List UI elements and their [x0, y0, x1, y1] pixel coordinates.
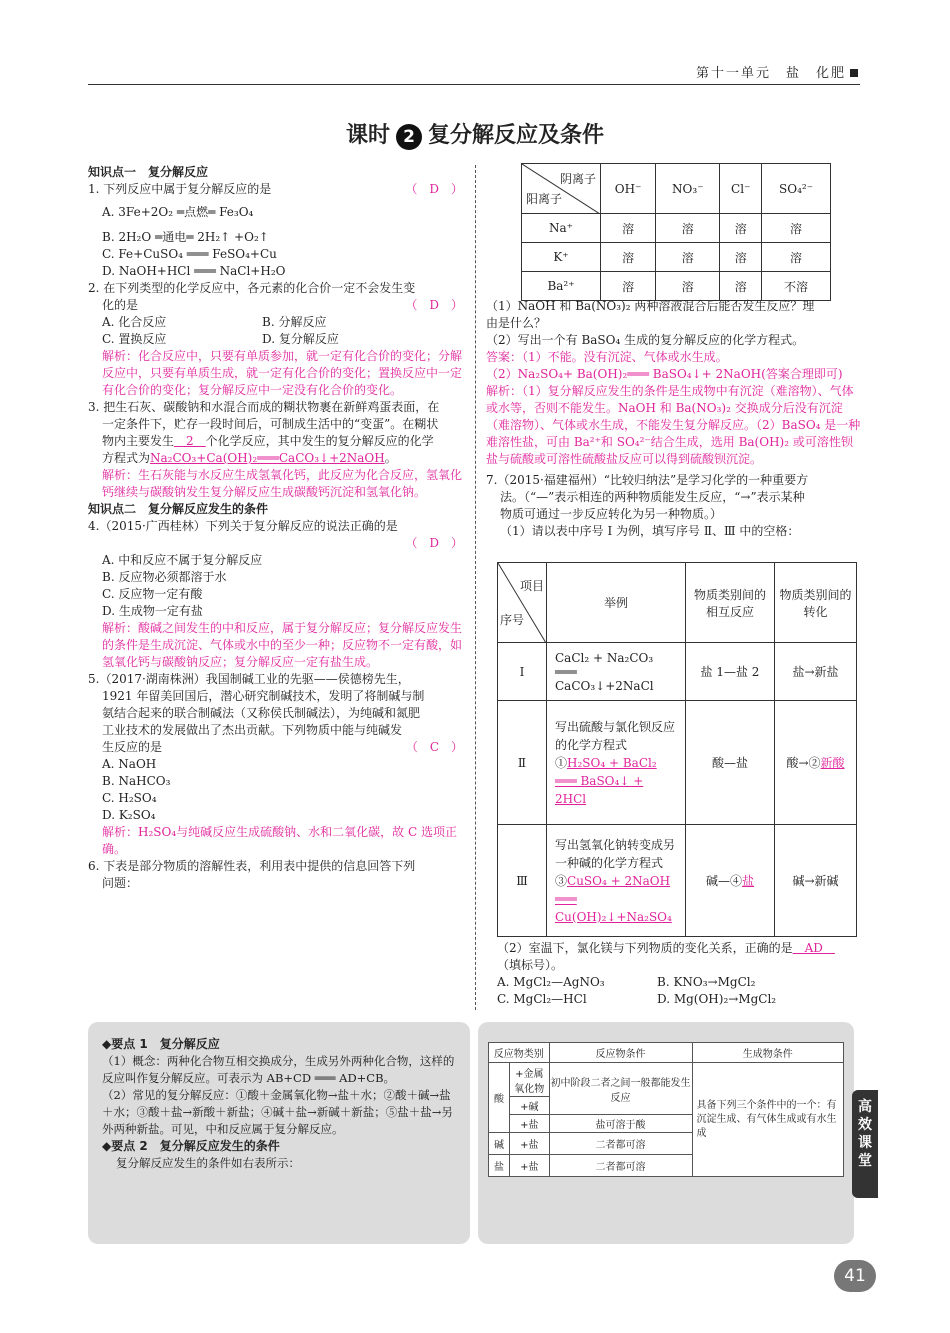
- q5-option-a: A. NaOH: [102, 757, 157, 771]
- q4-stem: 4.（2015·广西桂林）下列关于复分解反应的说法正确的是: [88, 519, 398, 533]
- q3-line4: 方程式为Na₂CO₃+Ca(OH)₂═══CaCO₃↓+2NaOH。: [102, 451, 397, 465]
- q4-option-c: C. 反应物一定有酸: [102, 587, 203, 601]
- q7-part2-2: （填标号）。: [497, 958, 564, 972]
- solubility-table: [521, 163, 831, 301]
- q4-answer: （ D ）: [405, 536, 463, 550]
- key-point-1-concept: （1）概念：两种化合物互相交换成分，生成另外两种化合物，这样的反应叫作复分解反应。可表示为 AB+CD ═══ AD+CB。: [102, 1054, 455, 1085]
- q6-explanation: 解析：（1）复分解反应发生的条件是生成物中有沉淀（难溶物）、气体或水等，否则不能发生。NaOH 和 Ba(NO₃)₂ 交换成分后没有沉淀（难溶物）、气体或水生成，不能发生复分解反应。（2）BaSO₄ 是一种难溶性盐，可由 Ba²⁺和 SO₄²⁻结合生成，选用 Ba(OH)₂ 或可溶性钡盐与硫酸或可溶性硫酸盐反应可以得到硫酸钡沉淀。: [486, 384, 861, 466]
- q1-option-b: B. 2H₂O ═通电═ 2H₂↑ +O₂↑: [102, 230, 269, 244]
- q6-line2: 问题：: [102, 876, 139, 890]
- page-number: 41: [834, 1260, 876, 1292]
- table-row: Na⁺ 溶 溶 溶 溶: [522, 214, 831, 243]
- q6-line1: 6. 下表是部分物质的溶解性表，利用表中提供的信息回答下列: [88, 859, 416, 873]
- q2-options-cd: C. 置换反应 D. 复分解反应: [102, 332, 339, 346]
- q1-option-c: C. Fe+CuSO₄ ═══ FeSO₄+Cu: [102, 247, 277, 261]
- right-column-upper: [486, 298, 861, 540]
- diagonal-line: [498, 563, 546, 643]
- key-point-1-title: ◆要点 1 复分解反应: [102, 1037, 220, 1051]
- table-row: Ⅰ CaCl₂ + Na₂CO₃ ═══ CaCO₃↓+2NaCl 盐 1—盐 2 盐→新盐: [498, 643, 857, 701]
- section-heading-1: 知识点一 复分解反应: [88, 165, 209, 179]
- key-point-2-text: 复分解反应发生的条件如右表所示：: [116, 1156, 300, 1170]
- key-points-box: [88, 1022, 470, 1244]
- anion-header: NO₃⁻: [656, 164, 720, 214]
- q2-stem-2: 化的是 （ D ）: [102, 298, 463, 312]
- anion-header: SO₄²⁻: [762, 164, 831, 214]
- q7-part2: （2）室温下，氯化镁与下列物质的变化关系，正确的是 AD: [497, 941, 835, 955]
- anion-header: Cl⁻: [720, 164, 762, 214]
- q5-line5: 生反应的是 （ C ）: [102, 740, 463, 754]
- q5-line2: 1921 年留美回国后，潜心研究制碱技术，发明了将制碱与制: [102, 689, 425, 703]
- column-divider: [475, 165, 476, 1010]
- q1-option-d: D. NaOH+HCl ═══ NaCl+H₂O: [102, 264, 286, 278]
- header-rule: [88, 84, 860, 85]
- key-point-1-common: （2）常见的复分解反应：①酸＋金属氧化物→盐＋水；②酸＋碱→盐＋水；③酸＋盐→新酸＋新盐；④碱＋盐→新碱＋新盐；⑤盐＋盐→另外两种新盐。可见，中和反应属于复分解反应。: [102, 1088, 453, 1136]
- q5-line3: 氨结合起来的联合制碱法（又称侯氏制碱法），为纯碱和氮肥: [102, 706, 421, 720]
- table-corner: 项目 序号: [498, 563, 547, 643]
- section-heading-2: 知识点二 复分解反应发生的条件: [88, 502, 269, 516]
- q4-explanation: 解析：酸碱之间发生的中和反应，属于复分解反应；复分解反应发生的条件是生成沉淀、气体或水中的至少一种；反应物不一定有酸，如氢氧化钙与碳酸钠反应；复分解反应一定有盐生成。: [102, 621, 463, 669]
- q6-part1: （1）NaOH 和 Ba(NO₃)₂ 两种溶液混合后能否发生反应？理: [486, 299, 815, 313]
- q4-option-b: B. 反应物必须都溶于水: [102, 570, 227, 584]
- page-title: 课时 2 复分解反应及条件: [345, 123, 605, 148]
- q7-part1: （1）请以表中序号 Ⅰ 为例，填写序号 Ⅱ、Ⅲ 中的空格：: [500, 524, 800, 538]
- q5-line1: 5.（2017·湖南株洲）我国制碱工业的先驱——侯德榜先生，: [88, 672, 410, 686]
- q6-part2: （2）写出一个有 BaSO₄ 生成的复分解反应的化学方程式。: [486, 333, 805, 347]
- square-icon: [850, 69, 858, 77]
- q2-options-ab: A. 化合反应 B. 分解反应: [102, 315, 327, 329]
- q5-option-d: D. K₂SO₄: [102, 808, 156, 822]
- q3-line2: 一定条件下，贮存一段时间后，可制成生活中的“变蛋”。在糊状: [102, 417, 439, 431]
- q7-options-ab: A. MgCl₂—AgNO₃ B. KNO₃→MgCl₂: [497, 975, 756, 989]
- q6-answer-1: 答案：（1）不能。没有沉淀、气体或水生成。: [486, 350, 728, 364]
- q4-option-a: A. 中和反应不属于复分解反应: [102, 553, 263, 567]
- running-header: 第十一单元 盐 化肥: [696, 62, 858, 81]
- q5-line4: 工业技术的发展做出了杰出贡献。下列物质中能与纯碱发: [102, 723, 403, 737]
- q2-stem: 2. 在下列类型的化学反应中，各元素的化合价一定不会发生变: [88, 281, 416, 295]
- q5-option-b: B. NaHCO₃: [102, 774, 171, 788]
- q1-stem: 1. 下列反应中属于复分解反应的是 （ D ）: [88, 182, 463, 196]
- q3-line3: 物内主要发生 2 个化学反应，其中发生的复分解反应的化学: [102, 434, 434, 448]
- conditions-table: 反应物类别 反应物条件 生成物条件 酸 +金属氧化物 初中阶段二者之间一般都能发生反应 具备下列三个条件中的一个：有沉淀生成、有气体生成或有水生成 +碱 +盐 盐可溶于酸 碱 +盐 二者都可溶 盐 +盐 二者都可溶: [488, 1042, 844, 1177]
- table-row: Ba²⁺ 溶 溶 溶 不溶: [522, 272, 831, 301]
- table-row: K⁺ 溶 溶 溶 溶: [522, 243, 831, 272]
- q4-option-d: D. 生成物一定有盐: [102, 604, 203, 618]
- q7-line2: 法。（“—”表示相连的两种物质能发生反应，“→”表示某种: [500, 490, 805, 504]
- q6-answer-2: （2）Na₂SO₄+ Ba(OH)₂═══ BaSO₄↓+ 2NaOH(答案合理即可): [486, 367, 843, 381]
- table-row: Ⅲ 写出氢氧化钠转变成另一种碱的化学方程式③CuSO₄ + 2NaOH ═══ Cu(OH)₂↓+Na₂SO₄ 碱—④盐 碱→新碱: [498, 825, 857, 937]
- q3-explanation: 解析：生石灰能与水反应生成氢氧化钙，此反应为化合反应，氢氧化钙继续与碳酸钠发生复分解反应生成碳酸钙沉淀和氢氧化钠。: [102, 468, 463, 499]
- q7-line3: 物质可通过一步反应转化为另一种物质。）: [500, 507, 723, 521]
- left-column: [88, 164, 463, 892]
- q3-line1: 3. 把生石灰、碳酸钠和水混合而成的糊状物裹在新鲜鸡蛋表面，在: [88, 400, 440, 414]
- q7-line1: 7.（2015·福建福州）“比较归纳法”是学习化学的一种重要方: [486, 473, 809, 487]
- comparison-table: 项目 序号 举例 物质类别间的相互反应 物质类别间的转化 Ⅰ CaCl₂ + Na₂CO₃ ═══ CaCO₃↓+2NaCl 盐 1—盐 2 盐→新盐 Ⅱ 写出硫酸与氯化钡反应的化学方程式①H₂SO₄ + BaCl₂ ═══ BaSO₄↓ + 2HCl 酸—盐 酸→②新酸 Ⅲ 写出氢氧化钠转变成另一种碱的化学方程式③CuSO₄ + 2NaOH ═══ Cu(OH)₂↓+Na₂SO₄ 碱—④盐 碱→新碱: [497, 562, 857, 937]
- q5-option-c: C. H₂SO₄: [102, 791, 157, 805]
- q7-options-cd: C. MgCl₂—HCl D. Mg(OH)₂→MgCl₂: [497, 992, 777, 1006]
- q2-explanation: 解析：化合反应中，只要有单质参加，就一定有化合价的变化；分解反应中，只要有单质生成，就一定有化合价的变化；置换反应中一定有化合价的变化；复分解反应中一定没有化合价的变化。: [102, 349, 463, 397]
- q5-explanation: 解析：H₂SO₄与纯碱反应生成硫酸钠、水和二氧化碳，故 C 选项正确。: [102, 825, 457, 856]
- anion-header: OH⁻: [601, 164, 656, 214]
- side-tab: 高效课堂: [852, 1090, 878, 1198]
- right-column-lower: [497, 940, 862, 1008]
- conditions-box: [478, 1022, 854, 1244]
- table-corner: 阴离子 阳离子: [522, 164, 601, 214]
- key-point-2-title: ◆要点 2 复分解反应发生的条件: [102, 1139, 280, 1153]
- q1-option-a: A. 3Fe+2O₂ ═点燃═ Fe₃O₄: [102, 205, 254, 219]
- q6-part1-2: 由是什么？: [486, 316, 547, 330]
- table-row: Ⅱ 写出硫酸与氯化钡反应的化学方程式①H₂SO₄ + BaCl₂ ═══ BaSO₄↓ + 2HCl 酸—盐 酸→②新酸: [498, 701, 857, 825]
- lesson-number-badge: 2: [396, 124, 422, 150]
